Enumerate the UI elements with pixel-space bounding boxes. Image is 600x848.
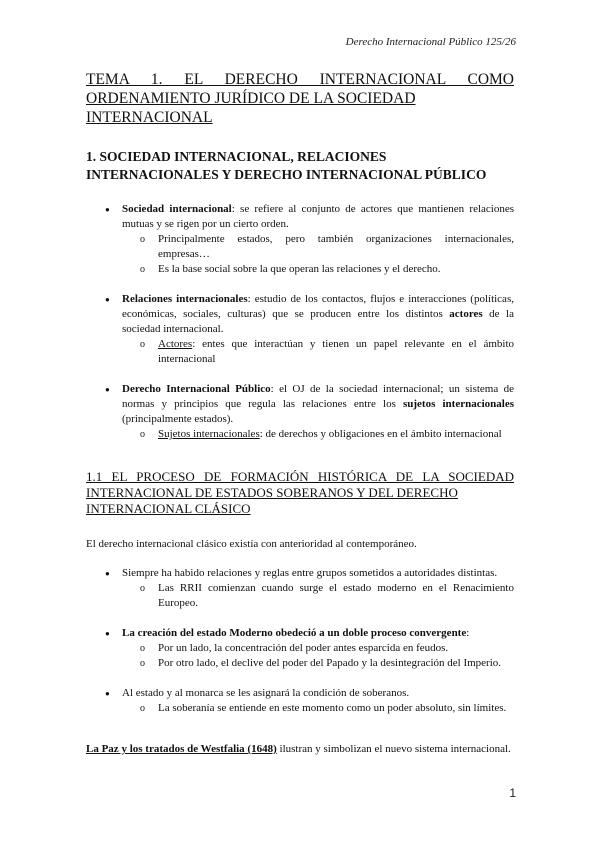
page-number: 1 xyxy=(509,786,516,800)
bullet-icon: ● xyxy=(105,385,110,394)
sub-list-item: o Las RRII comienzan cuando surge el estado moderno en el Renacimiento Europeo. xyxy=(140,582,514,609)
sublist xyxy=(122,232,514,277)
term-derecho-internacional-publico: Derecho Internacional Público xyxy=(122,383,271,395)
bullet-icon: ● xyxy=(105,295,110,304)
circle-bullet-icon: o xyxy=(140,264,145,275)
sublist xyxy=(122,641,514,671)
circle-bullet-icon: o xyxy=(140,703,145,714)
bold-word-sujetos: sujetos internacionales xyxy=(402,398,514,410)
circle-bullet-icon: o xyxy=(140,234,145,245)
sublist xyxy=(122,581,514,611)
sub-list-item: o Por un lado, la concentración del poder antes esparcida en feudos. xyxy=(140,642,449,654)
sub-list-item: o La soberanía se entiende en este momento como un poder absoluto, sin límites. xyxy=(140,702,507,714)
sub-list-item: o Sujetos internacionales: de derechos y obligaciones en el ámbito internacional xyxy=(140,428,502,440)
sub-list-item: o Actores: entes que interactúan y tienen un papel relevante en el ámbito internacional xyxy=(140,338,514,365)
closing-paragraph: La Paz y los tratados de Westfalia (1648) ilustran y simbolizan el nuevo sistema internacional. xyxy=(86,743,511,755)
tema-title-line1: TEMA 1. EL DERECHO INTERNACIONAL COMO ORDENAMIENTO JURÍDICO DE LA SOCIEDAD xyxy=(86,71,514,107)
sublist xyxy=(122,337,514,367)
list-item-estado-moderno: ● La creación del estado Moderno obedeció a un doble proceso convergente: o Por un lado, la concentración del poder antes esparcida en feudos. o Por otro lado, el declive del poder del Papado y la desintegración del Imperio. xyxy=(86,626,514,671)
running-header: Derecho Internacional Público 125/26 xyxy=(345,36,516,48)
bullet-icon: ● xyxy=(105,205,110,214)
page-content xyxy=(86,70,514,757)
section-1-list xyxy=(86,202,514,442)
tema-title-line2: INTERNACIONAL xyxy=(86,109,213,126)
section-1-title: 1. SOCIEDAD INTERNACIONAL, RELACIONES INTERNACIONALES Y DERECHO INTERNACIONAL PÚBLICO xyxy=(86,149,487,182)
sublist xyxy=(122,427,514,442)
sub-list-item: o Principalmente estados, pero también organizaciones internacionales, empresas… xyxy=(140,233,514,260)
circle-bullet-icon: o xyxy=(140,583,145,594)
circle-bullet-icon: o xyxy=(140,643,145,654)
list-item-sociedad-internacional xyxy=(86,202,514,277)
intro-paragraph: El derecho internacional clásico existía con anterioridad al contemporáneo. xyxy=(86,538,417,550)
section-1-1-list xyxy=(86,566,514,716)
list-item-soberanos: ● Al estado y al monarca se les asignará la condición de soberanos. o La soberanía se entiende en este momento como un poder absoluto, sin límites. xyxy=(86,686,514,716)
sub-term-actores: Actores xyxy=(158,338,193,350)
bold-word-actores: actores xyxy=(449,308,483,320)
circle-bullet-icon: o xyxy=(140,658,145,669)
tema-title xyxy=(86,70,514,127)
list-item-derecho-internacional-publico: ● Derecho Internacional Público: el OJ de la sociedad internacional; un sistema de normas y principios que regula las relaciones entre los sujetos internacionales (principalmente estados). o Sujetos internacionales: de derechos y obligaciones en el ámbito internacional xyxy=(105,383,514,440)
term-relaciones-internacionales: Relaciones internacionales xyxy=(122,293,248,305)
circle-bullet-icon: o xyxy=(140,429,145,440)
term-sociedad-internacional: Sociedad internacional xyxy=(122,203,232,215)
bullet-icon: ● xyxy=(105,629,110,638)
sublist xyxy=(122,701,514,716)
term-westfalia: La Paz y los tratados de Westfalia (1648) xyxy=(86,743,277,755)
section-1-1-title: 1.1 EL PROCESO DE FORMACIÓN HISTÓRICA DE LA SOCIEDAD INTERNACIONAL DE ESTADOS SOBERANOS Y DEL DERECHO INTERNACIONAL CLÁSICO xyxy=(86,469,514,516)
list-item-relaciones-internacionales: ● Relaciones internacionales: estudio de los contactos, flujos e interacciones (políticas, económicas, sociales, culturas) que se producen entre los distintos actores de la sociedad internacional. o Actores: entes que interactúan y tienen un papel relevante en el ámbito internacional xyxy=(105,293,514,365)
definition-text: : se refiere al conjunto de actores que mantienen relaciones mutuas y se rigen por un cierto orden. xyxy=(122,203,514,230)
circle-bullet-icon: o xyxy=(140,339,145,350)
term-estado-moderno: La creación del estado Moderno obedeció a un doble proceso convergente xyxy=(122,627,467,639)
sub-list-item: o Es la base social sobre la que operan las relaciones y el derecho. xyxy=(140,263,441,275)
sub-list-item: o Por otro lado, el declive del poder del Papado y la desintegración del Imperio. xyxy=(140,657,502,669)
list-item-relaciones-reglas: ● Siempre ha habido relaciones y reglas entre grupos sometidos a autoridades distintas. o Las RRII comienzan cuando surge el estado moderno en el Renacimiento Europeo. xyxy=(105,567,514,609)
bullet-icon: ● xyxy=(105,569,110,578)
sub-term-sujetos: Sujetos internacionales xyxy=(158,428,260,440)
bullet-icon: ● xyxy=(105,689,110,698)
